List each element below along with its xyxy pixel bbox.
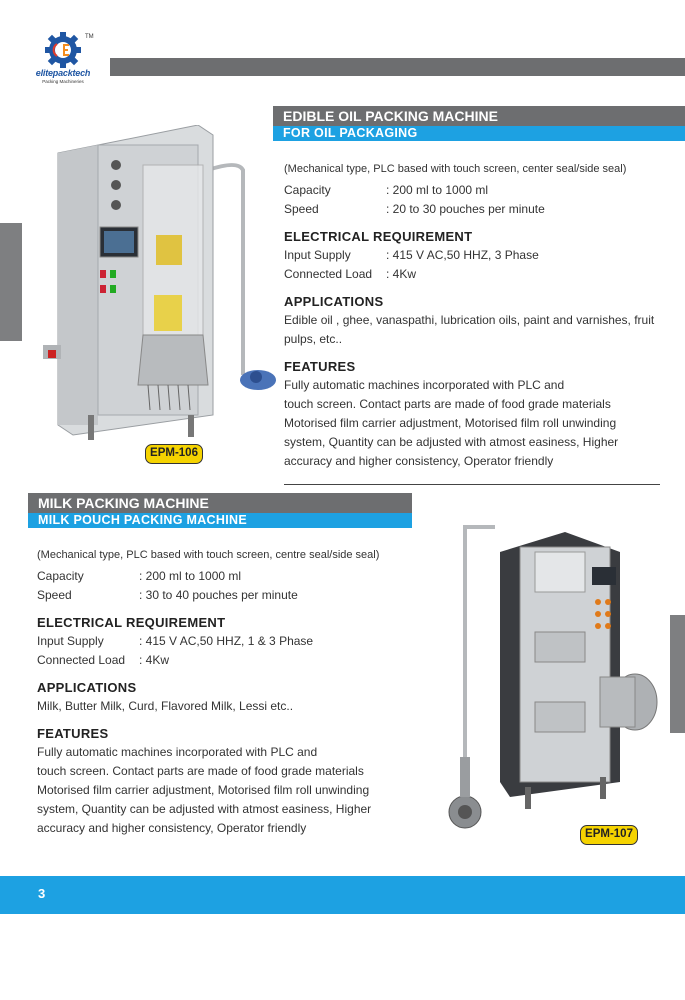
section2-heading: [28, 493, 412, 528]
section1-heading: [273, 106, 685, 141]
applications-text: Milk, Butter Milk, Curd, Flavored Milk, Lessi etc..: [37, 699, 294, 713]
spec-label: Capacity: [37, 569, 84, 583]
brand-logo: [28, 32, 108, 94]
spec-row: [37, 567, 417, 586]
spec-value: : 4Kw: [139, 653, 170, 667]
spec-label: Connected Load: [284, 267, 373, 281]
spec-row: [284, 200, 664, 219]
section2-content: [37, 546, 417, 838]
applications-text: Edible oil , ghee, vanaspathi, lubrication oils, paint and varnishes, fruit pulps, etc..: [284, 313, 655, 346]
milk-packing-machine-image: [440, 512, 662, 837]
spec-label: Connected Load: [37, 653, 126, 667]
brand-tagline: Packing Machineries: [42, 79, 84, 84]
edible-oil-machine-image: [38, 125, 280, 450]
spec-value: : 415 V AC,50 HHZ, 1 & 3 Phase: [139, 634, 314, 648]
section1-subtitle: FOR OIL PACKAGING: [273, 126, 685, 141]
section2-title: MILK PACKING MACHINE: [28, 493, 412, 513]
features-line: touch screen. Contact parts are made of food grade materials: [37, 764, 364, 778]
spec-row: [284, 181, 664, 200]
features-line: Motorised film carrier adjustment, Motorised film roll unwinding: [284, 416, 617, 430]
spec-label: Input Supply: [37, 634, 104, 648]
features-line: system, Quantity can be adjusted with atmost easiness, Higher: [284, 435, 619, 449]
page-number: 3: [38, 886, 46, 901]
model-badge-epm-106: EPM-106: [145, 444, 203, 464]
applications-heading: APPLICATIONS: [37, 680, 137, 695]
footer-bar: [0, 876, 685, 914]
section1-title: EDIBLE OIL PACKING MACHINE: [273, 106, 685, 126]
spec-value: : 200 ml to 1000 ml: [386, 183, 489, 197]
features-line: accuracy and higher consistency, Operator friendly: [37, 821, 307, 835]
features-line: Fully automatic machines incorporated with PLC and: [284, 378, 565, 392]
right-side-tab: [670, 615, 685, 733]
features-line: system, Quantity can be adjusted with atmost easiness, Higher: [37, 802, 372, 816]
section-divider: [284, 484, 660, 485]
features-line: Fully automatic machines incorporated with PLC and: [37, 745, 318, 759]
spec-label: Speed: [37, 588, 72, 602]
applications-heading: APPLICATIONS: [284, 294, 384, 309]
electrical-heading: ELECTRICAL REQUIREMENT: [284, 229, 473, 244]
spec-label: Speed: [284, 202, 319, 216]
spec-label: Capacity: [284, 183, 331, 197]
spec-label: Input Supply: [284, 248, 351, 262]
trademark-mark: TM: [85, 34, 94, 40]
spec-row: [37, 632, 417, 651]
spec-value: : 200 ml to 1000 ml: [139, 569, 242, 583]
section2-subtitle: MILK POUCH PACKING MACHINE: [28, 513, 412, 528]
brand-name: elitepacktech: [35, 68, 91, 78]
spec-row: [284, 246, 664, 265]
features-line: Motorised film carrier adjustment, Motorised film roll unwinding: [37, 783, 370, 797]
spec-value: : 415 V AC,50 HHZ, 3 Phase: [386, 248, 539, 262]
section2-note: (Mechanical type, PLC based with touch screen, centre seal/side seal): [37, 549, 380, 561]
spec-value: : 20 to 30 pouches per minute: [386, 202, 545, 216]
spec-row: [37, 586, 417, 605]
spec-row: [284, 265, 664, 284]
features-line: touch screen. Contact parts are made of food grade materials: [284, 397, 611, 411]
features-heading: FEATURES: [284, 359, 356, 374]
spec-value: : 4Kw: [386, 267, 417, 281]
features-heading: FEATURES: [37, 726, 109, 741]
features-line: accuracy and higher consistency, Operator friendly: [284, 454, 554, 468]
section1-content: [284, 160, 664, 471]
model-badge-epm-107: EPM-107: [580, 825, 638, 845]
left-side-tab: [0, 223, 22, 341]
electrical-heading: ELECTRICAL REQUIREMENT: [37, 615, 226, 630]
spec-value: : 30 to 40 pouches per minute: [139, 588, 298, 602]
section1-note: (Mechanical type, PLC based with touch screen, center seal/side seal): [284, 163, 627, 175]
header-bar: [110, 58, 685, 76]
spec-row: [37, 651, 417, 670]
